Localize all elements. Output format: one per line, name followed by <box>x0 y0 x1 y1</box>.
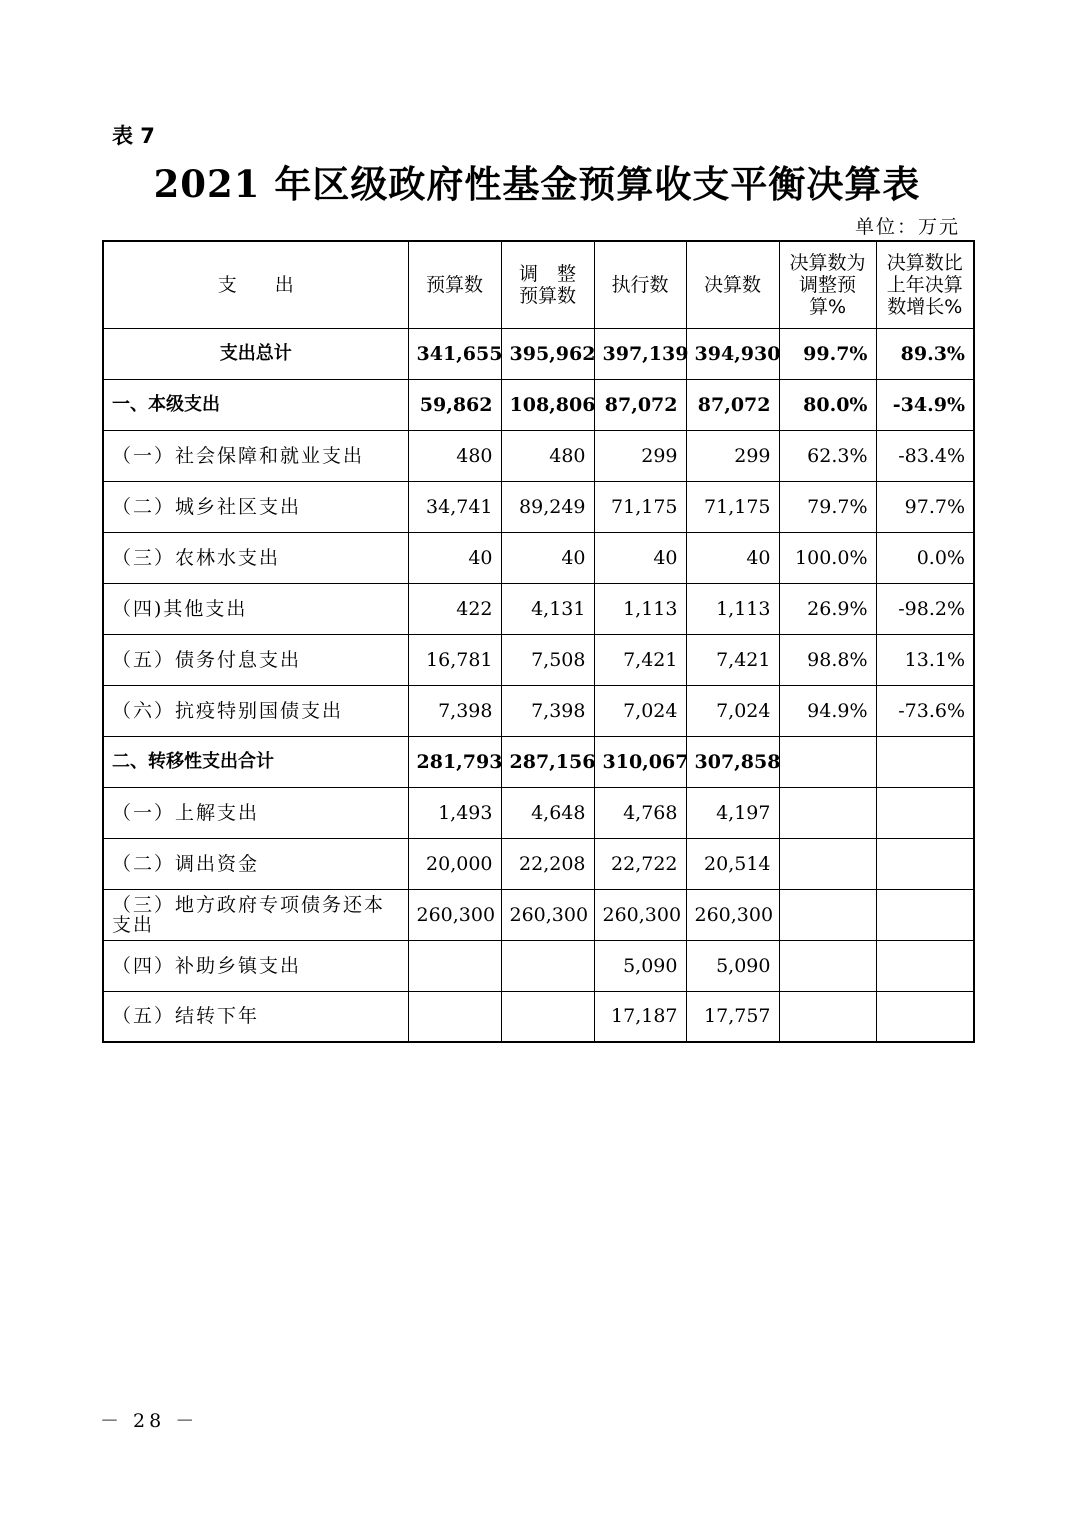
cell-adjusted <box>501 940 594 991</box>
cell-growth: 89.3% <box>876 328 974 379</box>
table-row <box>103 940 974 991</box>
cell-executed: 5,090 <box>594 940 686 991</box>
cell-final: 17,757 <box>686 991 779 1042</box>
page-number: － 28 － <box>100 1410 199 1432</box>
cell-adjusted: 260,300 <box>501 889 594 940</box>
cell-adjusted: 287,156 <box>501 736 594 787</box>
row-label: （二）城乡社区支出 <box>103 481 408 532</box>
cell-budget: 59,862 <box>408 379 501 430</box>
cell-ratio: 98.8% <box>779 634 876 685</box>
row-label: （四）补助乡镇支出 <box>103 940 408 991</box>
cell-adjusted: 40 <box>501 532 594 583</box>
row-label: （五）债务付息支出 <box>103 634 408 685</box>
cell-growth: -34.9% <box>876 379 974 430</box>
cell-budget <box>408 991 501 1042</box>
cell-executed: 71,175 <box>594 481 686 532</box>
table-row <box>103 787 974 838</box>
cell-adjusted: 22,208 <box>501 838 594 889</box>
cell-growth: 13.1% <box>876 634 974 685</box>
cell-budget: 40 <box>408 532 501 583</box>
cell-budget: 422 <box>408 583 501 634</box>
header-budget: 预算数 <box>408 241 501 328</box>
cell-executed: 260,300 <box>594 889 686 940</box>
cell-executed: 22,722 <box>594 838 686 889</box>
cell-ratio: 79.7% <box>779 481 876 532</box>
cell-ratio: 26.9% <box>779 583 876 634</box>
cell-adjusted: 7,508 <box>501 634 594 685</box>
table-row <box>103 889 974 940</box>
cell-growth: -98.2% <box>876 583 974 634</box>
cell-executed: 40 <box>594 532 686 583</box>
cell-budget: 1,493 <box>408 787 501 838</box>
header-final-vs-adjusted: 决算数为 调整预 算% <box>779 241 876 328</box>
table-number: 表 7 <box>112 124 155 148</box>
table-row <box>103 583 974 634</box>
cell-executed: 299 <box>594 430 686 481</box>
cell-growth <box>876 787 974 838</box>
cell-ratio: 80.0% <box>779 379 876 430</box>
cell-growth <box>876 736 974 787</box>
cell-final: 1,113 <box>686 583 779 634</box>
cell-final: 5,090 <box>686 940 779 991</box>
table-row <box>103 838 974 889</box>
cell-adjusted: 89,249 <box>501 481 594 532</box>
cell-growth: 97.7% <box>876 481 974 532</box>
cell-final: 394,930 <box>686 328 779 379</box>
row-label: （六）抗疫特别国债支出 <box>103 685 408 736</box>
table-row <box>103 634 974 685</box>
cell-budget: 7,398 <box>408 685 501 736</box>
row-label: （一）上解支出 <box>103 787 408 838</box>
cell-executed: 17,187 <box>594 991 686 1042</box>
cell-final: 71,175 <box>686 481 779 532</box>
cell-budget: 260,300 <box>408 889 501 940</box>
table-row <box>103 481 974 532</box>
row-label: 支出总计 <box>103 328 408 379</box>
header-adjusted-budget: 调 整 预算数 <box>501 241 594 328</box>
budget-table <box>102 240 975 1043</box>
cell-ratio <box>779 838 876 889</box>
page-title: 2021 年区级政府性基金预算收支平衡决算表 <box>153 162 921 206</box>
cell-executed: 87,072 <box>594 379 686 430</box>
header-executed: 执行数 <box>594 241 686 328</box>
row-label: （三）地方政府专项债务还本支出 <box>103 889 408 940</box>
table-row <box>103 430 974 481</box>
cell-budget: 281,793 <box>408 736 501 787</box>
cell-budget: 20,000 <box>408 838 501 889</box>
cell-budget: 341,655 <box>408 328 501 379</box>
cell-executed: 7,421 <box>594 634 686 685</box>
cell-growth <box>876 838 974 889</box>
header-expenditure: 支 出 <box>103 241 408 328</box>
cell-ratio <box>779 889 876 940</box>
cell-final: 7,421 <box>686 634 779 685</box>
table-row <box>103 328 974 379</box>
table-row <box>103 532 974 583</box>
cell-adjusted: 480 <box>501 430 594 481</box>
cell-budget: 480 <box>408 430 501 481</box>
cell-final: 40 <box>686 532 779 583</box>
cell-executed: 397,139 <box>594 328 686 379</box>
cell-final: 7,024 <box>686 685 779 736</box>
header-final: 决算数 <box>686 241 779 328</box>
cell-ratio <box>779 940 876 991</box>
cell-executed: 7,024 <box>594 685 686 736</box>
cell-ratio: 62.3% <box>779 430 876 481</box>
cell-ratio: 99.7% <box>779 328 876 379</box>
cell-growth: -73.6% <box>876 685 974 736</box>
cell-growth <box>876 889 974 940</box>
row-label: 一、本级支出 <box>103 379 408 430</box>
cell-adjusted: 7,398 <box>501 685 594 736</box>
row-label: （四)其他支出 <box>103 583 408 634</box>
cell-executed: 4,768 <box>594 787 686 838</box>
cell-growth <box>876 991 974 1042</box>
cell-adjusted <box>501 991 594 1042</box>
header-row <box>103 241 974 328</box>
cell-final: 20,514 <box>686 838 779 889</box>
cell-growth <box>876 940 974 991</box>
cell-adjusted: 4,648 <box>501 787 594 838</box>
table-row <box>103 736 974 787</box>
cell-final: 307,858 <box>686 736 779 787</box>
row-label: （五）结转下年 <box>103 991 408 1042</box>
cell-final: 4,197 <box>686 787 779 838</box>
row-label: （一）社会保障和就业支出 <box>103 430 408 481</box>
cell-budget <box>408 940 501 991</box>
cell-ratio: 94.9% <box>779 685 876 736</box>
cell-final: 87,072 <box>686 379 779 430</box>
row-label: （二）调出资金 <box>103 838 408 889</box>
cell-ratio: 100.0% <box>779 532 876 583</box>
header-growth: 决算数比 上年决算 数增长% <box>876 241 974 328</box>
cell-ratio <box>779 991 876 1042</box>
cell-ratio <box>779 736 876 787</box>
table-row <box>103 685 974 736</box>
cell-ratio <box>779 787 876 838</box>
cell-adjusted: 4,131 <box>501 583 594 634</box>
cell-adjusted: 395,962 <box>501 328 594 379</box>
cell-budget: 16,781 <box>408 634 501 685</box>
cell-budget: 34,741 <box>408 481 501 532</box>
row-label: （三）农林水支出 <box>103 532 408 583</box>
cell-adjusted: 108,806 <box>501 379 594 430</box>
cell-executed: 1,113 <box>594 583 686 634</box>
cell-growth: 0.0% <box>876 532 974 583</box>
table-row <box>103 379 974 430</box>
cell-executed: 310,067 <box>594 736 686 787</box>
cell-final: 299 <box>686 430 779 481</box>
row-label: 二、转移性支出合计 <box>103 736 408 787</box>
cell-final: 260,300 <box>686 889 779 940</box>
cell-growth: -83.4% <box>876 430 974 481</box>
unit-label: 单位：万元 <box>854 216 960 238</box>
table-row <box>103 991 974 1042</box>
